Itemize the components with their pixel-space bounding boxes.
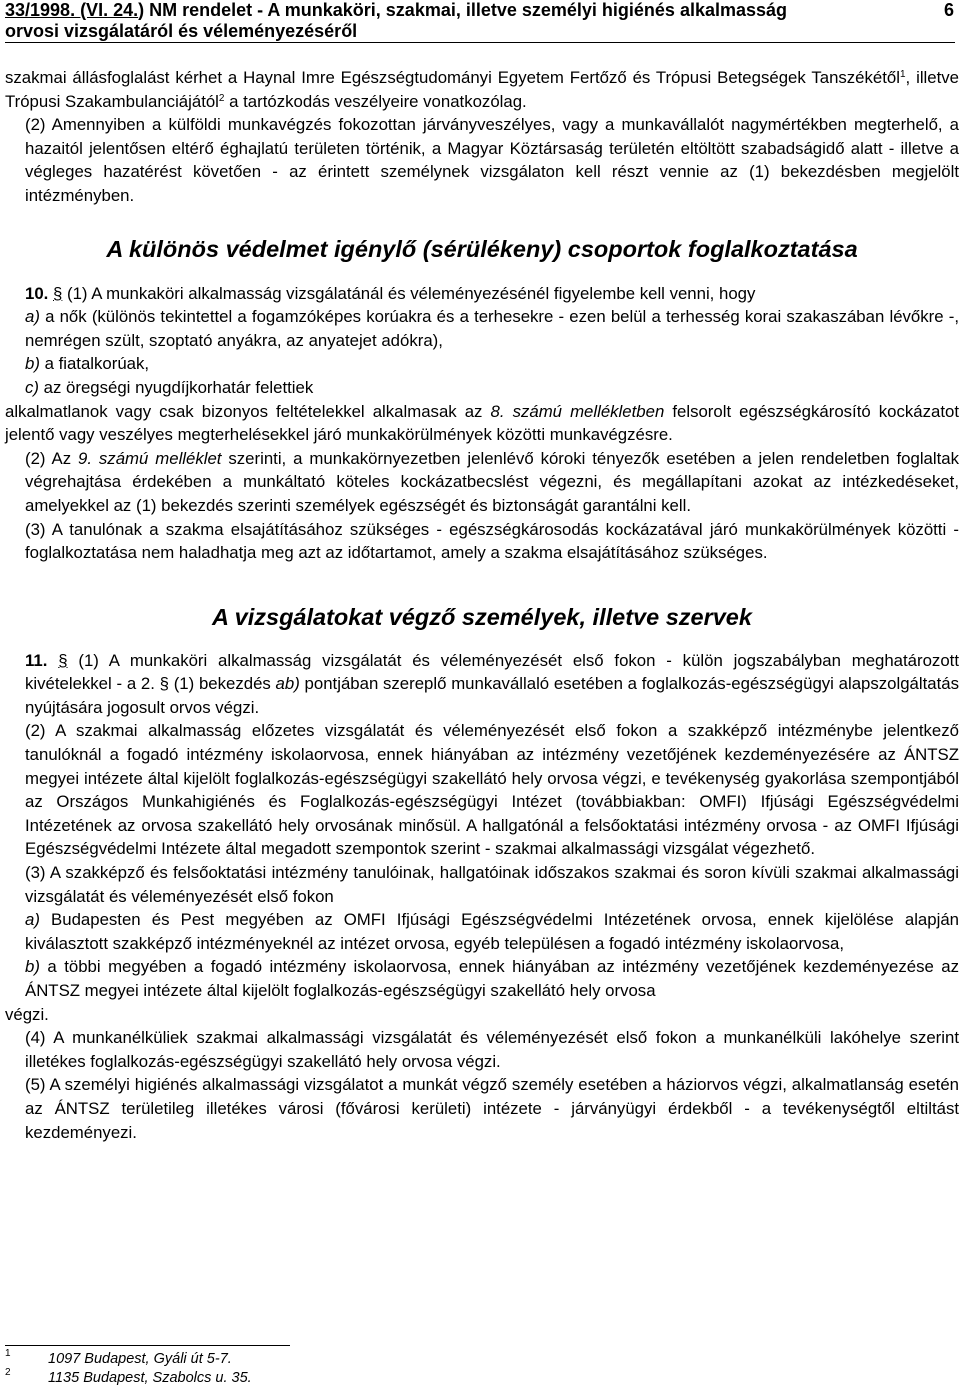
- footnote-item: [5, 1369, 605, 1388]
- section-11-paragraph-3: (3) A szakképző és felsőoktatási intézmény tanulóinak, hallgatóinak időszakos szakmai és soron kívüli szakmai alkalmassági vizsgálatát és véleményezését első fokon: [25, 863, 959, 906]
- header-law-title: ) NM rendelet - A munkaköri, szakmai, illetve személyi higiénés alkalmasság: [138, 0, 788, 20]
- footnote-ref-1[interactable]: 1: [899, 69, 906, 80]
- footnote-item: [5, 1350, 605, 1369]
- section-10-item-a: a) a nők (különös tekintettel a fogamzóképes korúakra és a terhesekre - ezen belül a terhesség korai szakaszában lévőkre -, nemrégen szült, szoptató anyákra, az anyatejet adókra),: [25, 307, 959, 350]
- paragraph-8-2: (2) Amennyiben a külföldi munkavégzés fokozottan járványveszélyes, vagy a munkavállalót nagymértékben megterhelő, a hazaitól jelentősen eltérő éghajlatú területen történik, a Magyar Köztársaság területén eltöltött szabadságidő alatt - illetve a végleges hazatérést követően - az érintett személynek vizsgálaton kell részt vennie az (1) bekezdésben megjelölt intézményben.: [25, 115, 959, 205]
- annex-8-link[interactable]: 8. számú mellékletben: [490, 401, 665, 421]
- page-header: [5, 0, 955, 42]
- page-number: 6: [943, 0, 954, 20]
- section-11-paragraph-2: (2) A szakmai alkalmasság előzetes vizsgálatát és véleményezését első fokon a szakképző intézménybe jelentkező tanulóknál a fogadó intézmény iskolaorvosa, ennek hiányában az intézmény vezetőjének kezdeményezésére az ÁNTSZ megyei intézete által kijelölt foglalkozás-egészségügyi szakellátó hely orvosa végzi, e tevékenység gyakorlása szempontjából az Országos Munkahigiénés és Foglalkozás-egészségügyi Intézet (továbbiakban: OMFI) Ifjúsági Egészségvédelmi Intézetének az orvosa szakellátó hely orvosának minősül. A hallgatónál a felsőoktatási intézmény orvosa - az OMFI Ifjúsági Egészségvédelmi Intézete által megadott szempontok szerint - szakmai alkalmassági vizsgálat végezhető.: [25, 721, 959, 859]
- footnote-text: 1097 Budapest, Gyáli út 5-7.: [48, 1351, 232, 1367]
- section-11-paragraph-1: 11. § (1) A munkaköri alkalmasság vizsgálatát és véleményezését első fokon - külön jogszabályban meghatározott kivételekkel - a 2. § (1) bekezdés ab) pontjában szereplő munkavállaló esetében a foglalkozás-egészségügyi alapszolgáltatás nyújtására jogosult orvos végzi.: [25, 650, 959, 717]
- document-body: [5, 66, 959, 1144]
- annex-9-link[interactable]: 9. számú melléklet: [78, 448, 222, 468]
- footnote-mark: 1: [5, 1348, 11, 1359]
- footnote-text: 1135 Budapest, Szabolcs u. 35.: [48, 1370, 252, 1386]
- intro-paragraph: szakmai állásfoglalást kérhet a Haynal Imre Egészségtudományi Egyetem Fertőző és Trópusi Betegségek Tanszékétől$^1$, illetve Trópusi Szakambulanciájától$^2$ a tartózkodás veszélyeire vonatkozólag.: [5, 68, 959, 111]
- section-sign-link[interactable]: §: [53, 283, 63, 303]
- section-title-examiners: A vizsgálatokat végző személyek, illetve szervek: [212, 603, 752, 630]
- section-10-paragraph-2: (2) Az 9. számú melléklet szerinti, a munkakörnyezetben jelenlévő kóroki tényezők esetében a jelen rendeletben foglaltak végrehajtása érdekében a munkáltató köteles kockázatbecslést végezni, és megállapítani azokat az intézkedéseket, amelyekkel az (1) bekezdés szerinti személyek egészségét és biztonságát garantálni kell.: [25, 448, 959, 515]
- header-divider: [5, 42, 955, 43]
- footnotes: [5, 1350, 605, 1388]
- section-11-paragraph-5: (5) A személyi higiénés alkalmassági vizsgálatot a munkát végző személy esetében a háziorvos végzi, alkalmatlanság esetén az ÁNTSZ területileg illetékes városi (fővárosi kerületi) intézete - járványügyi érdekből - a tevékenységtől eltiltást kezdeményezi.: [25, 1075, 959, 1142]
- section-sign-link[interactable]: §: [58, 650, 68, 670]
- header-line-1: [5, 0, 955, 21]
- section-11-paragraph-4: (4) A munkanélküliek szakmai alkalmassági vizsgálatát és véleményezését első fokon a munkanélküli lakóhelye szerint illetékes foglalkozás-egészségügyi szakellátó hely orvosa végzi.: [25, 1028, 959, 1071]
- section-10-paragraph-1: 10. § (1) A munkaköri alkalmasság vizsgálatánál és véleményezésénél figyelembe kell venni, hogy: [25, 283, 756, 303]
- section-2-link[interactable]: 2. §: [140, 674, 169, 694]
- header-law-reference-link[interactable]: 33/1998. (VI. 24.: [5, 0, 139, 20]
- section-11-item-b: b) a többi megyében a fogadó intézmény iskolaorvosa, ennek hiányában az intézmény vezetőjének kezdeményezése az ÁNTSZ megyei intézete által kijelölt foglalkozás-egészségügyi szakellátó hely orvosa: [25, 957, 959, 1000]
- footnote-ref-2[interactable]: 2: [218, 92, 225, 104]
- section-11-item-b-end: végzi.: [5, 1004, 49, 1024]
- header-line-2: orvosi vizsgálatáról és véleményezéséről: [5, 21, 358, 41]
- section-title-vulnerable-groups: A különös védelmet igénylő (sérülékeny) csoportok foglalkoztatása: [106, 235, 858, 262]
- footnote-divider: [5, 1345, 290, 1346]
- section-10-paragraph-3: (3) A tanulónak a szakma elsajátításához szükséges - egészségkárosodás kockázatával járó munkakörülmények közötti - foglalkoztatása nem haladhatja meg azt az időtartamot, amely a szakma elsajátításához szükséges.: [25, 519, 959, 563]
- section-10-item-b: b) a fiatalkorúak,: [25, 354, 150, 374]
- section-11-item-a: a) Budapesten és Pest megyében az OMFI Ifjúsági Egészségvédelmi Intézetének orvosa, ennek kijelölése alapján kiválasztott szakképző intézményeknél az intézet orvosa, egyéb településen a fogadó intézmény iskolaorvosa,: [25, 910, 959, 953]
- section-10-item-c: c) az öregségi nyugdíjkorhatár felettiek: [25, 377, 314, 397]
- section-10-item-c-continuation: alkalmatlanok vagy csak bizonyos feltételekkel alkalmasak az 8. számú mellékletben felsorolt egészségkárosító kockázatot jelentő vagy veszélyes megterhelésekkel járó munkakörülmények közötti munkavégzésre.: [5, 401, 959, 445]
- footnote-mark: 2: [5, 1367, 11, 1378]
